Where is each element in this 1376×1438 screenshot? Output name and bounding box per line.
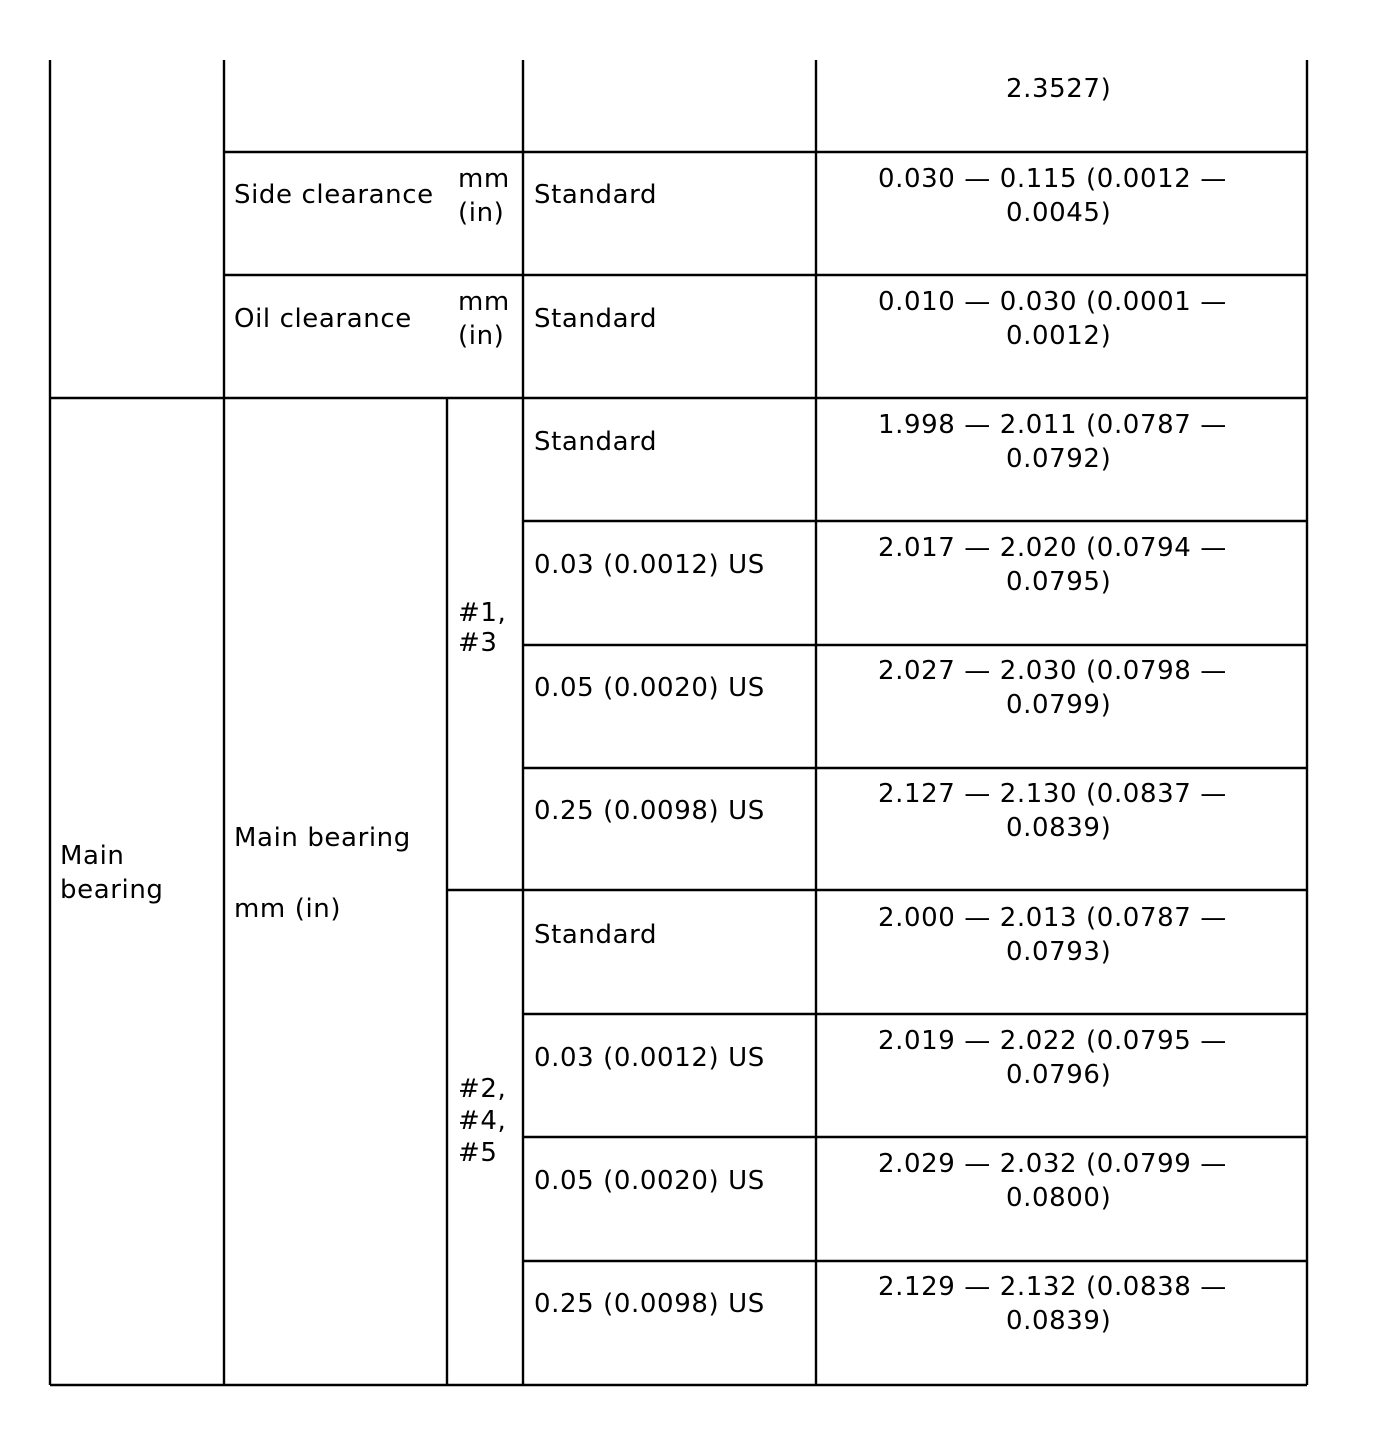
side-clearance-label: Side clearance [234, 180, 434, 210]
oil-clearance-value: 0.010 — 0.030 (0.0001 — 0.0012) [878, 287, 1227, 351]
group-a-row-3-value: 2.027 — 2.030 (0.0798 — 0.0799) [878, 656, 1227, 720]
oil-clearance-unit-mm: mm [458, 287, 510, 317]
group-b-label-l2: #4, [458, 1106, 507, 1136]
group-b-row-2-condition: 0.03 (0.0012) US [534, 1043, 765, 1073]
group-a-row-1-value: 1.998 — 2.011 (0.0787 — 0.0792) [878, 410, 1227, 474]
group-b-row-4-condition: 0.25 (0.0098) US [534, 1289, 765, 1319]
group-b-label-l3: #5 [458, 1138, 498, 1168]
group-b-row-4-value: 2.129 — 2.132 (0.0838 — 0.0839) [878, 1272, 1227, 1336]
group-a-row-4-condition: 0.25 (0.0098) US [534, 796, 765, 826]
section-main-bearing-l2: bearing [60, 875, 164, 905]
main-bearing-item-unit: mm (in) [234, 894, 342, 924]
group-a-row-2-condition: 0.03 (0.0012) US [534, 550, 765, 580]
group-a-label-l1: #1, [458, 598, 507, 628]
section-main-bearing-l1: Main [60, 841, 125, 871]
group-a-row-4-value: 2.127 — 2.130 (0.0837 — 0.0839) [878, 779, 1227, 843]
group-b-row-3-condition: 0.05 (0.0020) US [534, 1166, 765, 1196]
oil-clearance-unit-in: (in) [458, 321, 505, 351]
side-clearance-value: 0.030 — 0.115 (0.0012 — 0.0045) [878, 164, 1227, 228]
side-clearance-unit-mm: mm [458, 164, 510, 194]
oil-clearance-condition: Standard [534, 304, 658, 334]
side-clearance-unit-in: (in) [458, 198, 505, 228]
group-a-row-3-condition: 0.05 (0.0020) US [534, 673, 765, 703]
oil-clearance-label: Oil clearance [234, 304, 412, 334]
side-clearance-condition: Standard [534, 180, 658, 210]
group-b-row-1-condition: Standard [534, 920, 658, 950]
group-a-label-l2: #3 [458, 628, 498, 658]
group-a-row-1-condition: Standard [534, 427, 658, 457]
group-b-row-3-value: 2.029 — 2.032 (0.0799 — 0.0800) [878, 1149, 1227, 1213]
group-b-row-2-value: 2.019 — 2.022 (0.0795 — 0.0796) [878, 1026, 1227, 1090]
prev-row-value-cont: 2.3527) [1006, 74, 1112, 104]
main-bearing-item-label: Main bearing [234, 823, 411, 853]
group-b-label-l1: #2, [458, 1074, 507, 1104]
group-a-row-2-value: 2.017 — 2.020 (0.0794 — 0.0795) [878, 533, 1227, 597]
group-b-row-1-value: 2.000 — 2.013 (0.0787 — 0.0793) [878, 903, 1227, 967]
